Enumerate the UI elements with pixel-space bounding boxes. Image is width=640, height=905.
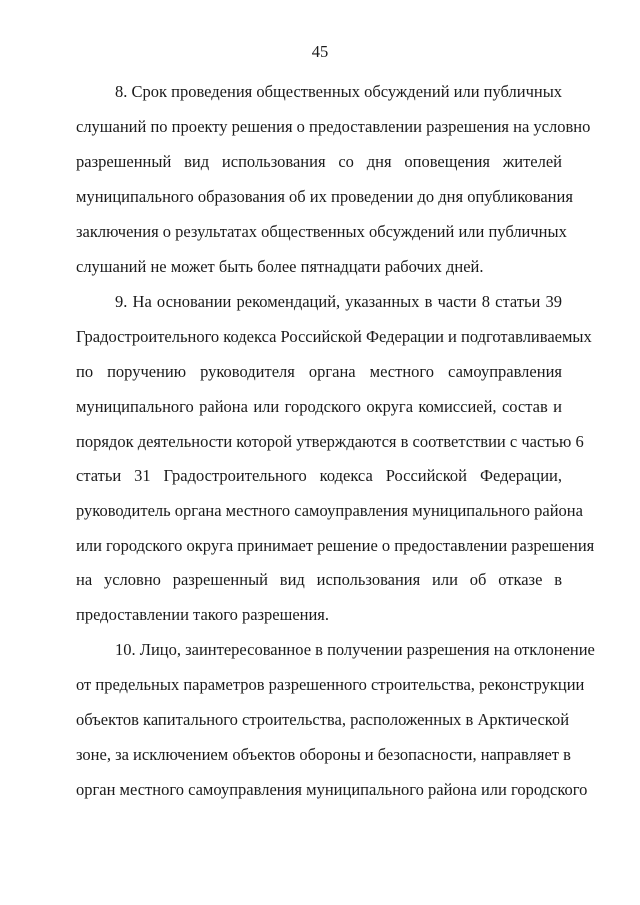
paragraph-10-line-3: объектов капитального строительства, расположенных в Арктической: [76, 710, 570, 729]
paragraph-9-line-7: руководитель органа местного самоуправления муниципального района: [76, 501, 583, 520]
paragraph-9-line-2: Градостроительного кодекса Российской Федерации и подготавливаемых: [76, 327, 592, 346]
paragraph-9-line-3: по поручению руководителя органа местного самоуправления: [76, 362, 562, 381]
paragraph-8-line-5: заключения о результатах общественных обсуждений или публичных: [76, 222, 567, 241]
paragraph-8-line-6: слушаний не может быть более пятнадцати рабочих дней.: [76, 257, 484, 276]
paragraph-8-line-3: разрешенный вид использования со дня оповещения жителей: [76, 152, 562, 171]
paragraph-10-line-2: от предельных параметров разрешенного строительства, реконструкции: [76, 675, 585, 694]
paragraph-9-line-10: предоставлении такого разрешения.: [76, 605, 330, 624]
paragraph-10-line-1: 10. Лицо, заинтересованное в получении разрешения на отклонение: [115, 640, 595, 659]
paragraph-9-line-4: муниципального района или городского округа комиссией, состав и: [76, 397, 562, 416]
paragraph-8-line-2: слушаний по проекту решения о предоставлении разрешения на условно: [76, 117, 591, 136]
paragraph-9-line-6: статьи 31 Градостроительного кодекса Российской Федерации,: [76, 466, 562, 485]
paragraph-9-line-5: порядок деятельности которой утверждаются в соответствии с частью 6: [76, 432, 584, 451]
paragraph-8-line-1: 8. Срок проведения общественных обсуждений или публичных: [115, 82, 563, 101]
paragraph-9-line-1: 9. На основании рекомендаций, указанных в части 8 статьи 39: [115, 292, 562, 311]
paragraph-10-line-4: зоне, за исключением объектов обороны и безопасности, направляет в: [76, 745, 571, 764]
page-number: 45: [311, 42, 329, 61]
paragraph-8-line-4: муниципального образования об их проведении до дня опубликования: [76, 187, 573, 206]
paragraph-9-line-9: на условно разрешенный вид использования или об отказе в: [76, 570, 562, 589]
paragraph-10-line-5: орган местного самоуправления муниципального района или городского: [76, 780, 588, 799]
paragraph-9-line-8: или городского округа принимает решение о предоставлении разрешения: [76, 536, 595, 555]
